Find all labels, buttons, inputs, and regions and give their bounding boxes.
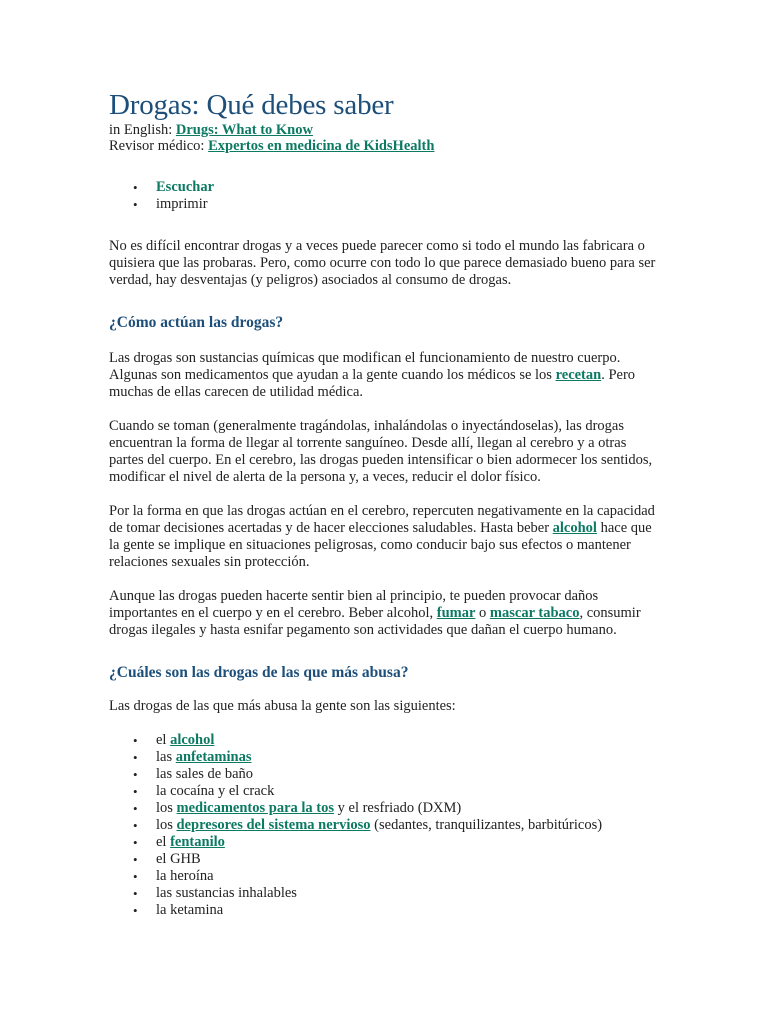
list-item-text: las [156,749,176,765]
list-item-link[interactable]: fentanilo [170,834,225,850]
reviewer-prefix: Revisor médico: [109,138,209,154]
list-item-text: y el resfriado (DXM) [334,800,462,816]
paragraph-damage [109,588,661,639]
reviewer-link[interactable]: Expertos en medicina de KidsHealth [208,138,435,154]
list-item [156,902,661,919]
link-recetan[interactable]: recetan [555,367,602,383]
list-item-text: el [156,834,171,850]
listen-button[interactable]: Escuchar [156,179,214,195]
link-fumar[interactable]: fumar [436,605,476,621]
list-item-text: los [156,817,177,833]
text-span: . Pero muchas de ellas carecen de utilidad médica. [109,367,636,400]
list-item-text: el [156,732,171,748]
print-item [156,196,661,213]
list-item [156,800,661,817]
list-item [156,732,661,749]
list-item-text: la heroína [156,868,214,884]
text-span: Por la forma en que las drogas actúan en el cerebro, repercuten negativamente en la capacidad de tomar decisiones acertadas y de hacer elecciones saludables. Hasta beber [109,503,655,536]
list-item-text: la cocaína y el crack [156,783,275,799]
list-item [156,817,661,834]
text-span: Las drogas son sustancias químicas que modifican el funcionamiento de nuestro cuerpo. Algunas son medicamentos que ayudan a la gente cuando los médicos se los [109,350,621,383]
english-prefix: in English: [109,122,176,138]
listen-item [156,179,661,196]
page-title: Drogas: Qué debes saber [109,89,394,121]
list-item [156,783,661,800]
text-span: hace que la gente se implique en situaciones peligrosas, como conducir bajo sus efectos o mantener relaciones sexuales sin protección. [109,520,652,570]
article-actions [109,179,661,213]
list-item [156,885,661,902]
link-mascar-tabaco[interactable]: mascar tabaco [489,605,580,621]
print-button[interactable]: imprimir [156,196,208,212]
list-item [156,851,661,868]
list-item-link[interactable]: medicamentos para la tos [176,800,335,816]
section-heading-most-abused: ¿Cuáles son las drogas de las que más abusa? [109,664,409,681]
list-item-link[interactable]: alcohol [170,732,215,748]
reviewer-line [109,138,661,154]
drug-list [109,732,661,919]
link-alcohol[interactable]: alcohol [552,520,597,536]
paragraph-decisions [109,503,661,571]
list-item-link[interactable]: depresores del sistema nervioso [176,817,371,833]
list-item-text: los [156,800,177,816]
list-item-text: la ketamina [156,902,224,918]
paragraph-how-taken: Cuando se toman (generalmente tragándolas, inhalándolas o inyectándoselas), las drogas encuentran la forma de llegar al torrente sanguíneo. Desde allí, llegan al cerebro y a otras partes del cuerpo. En el cerebro, las drogas pueden intensificar o bien adormecer los sentidos, modificar el nivel de alerta de la persona y, a veces, reducir el dolor físico. [109,418,653,485]
text-span: , consumir drogas ilegales y hasta esnifar pegamento son actividades que dañan el cuerpo humano. [109,605,641,638]
list-item-link[interactable]: anfetaminas [175,749,252,765]
english-version-line [109,122,661,138]
list-item-text: el GHB [156,851,201,867]
list-item [156,834,661,851]
list-item [156,766,661,783]
list-item [156,749,661,766]
paragraph-what-drugs-are [109,350,661,401]
list-item-text: las sales de baño [156,766,254,782]
english-version-link[interactable]: Drugs: What to Know [175,122,313,138]
list-item-text: (sedantes, tranquilizantes, barbitúricos) [370,817,603,833]
list-intro: Las drogas de las que más abusa la gente son las siguientes: [109,698,456,714]
intro-paragraph: No es difícil encontrar drogas y a veces puede parecer como si todo el mundo las fabricara o quisiera que las probaras. Pero, como ocurre con todo lo que parece demasiado bueno para ser verdad, hay desventajas (y peligros) asociados al consumo de drogas. [109,238,656,288]
list-item [156,868,661,885]
section-heading-how-drugs-work: ¿Cómo actúan las drogas? [109,314,284,331]
text-span: Aunque las drogas pueden hacerte sentir bien al principio, te pueden provocar daños importantes en el cuerpo y en el cerebro. Beber alcohol, [109,588,599,621]
list-item-text: las sustancias inhalables [156,885,297,901]
text-span: o [475,605,490,621]
